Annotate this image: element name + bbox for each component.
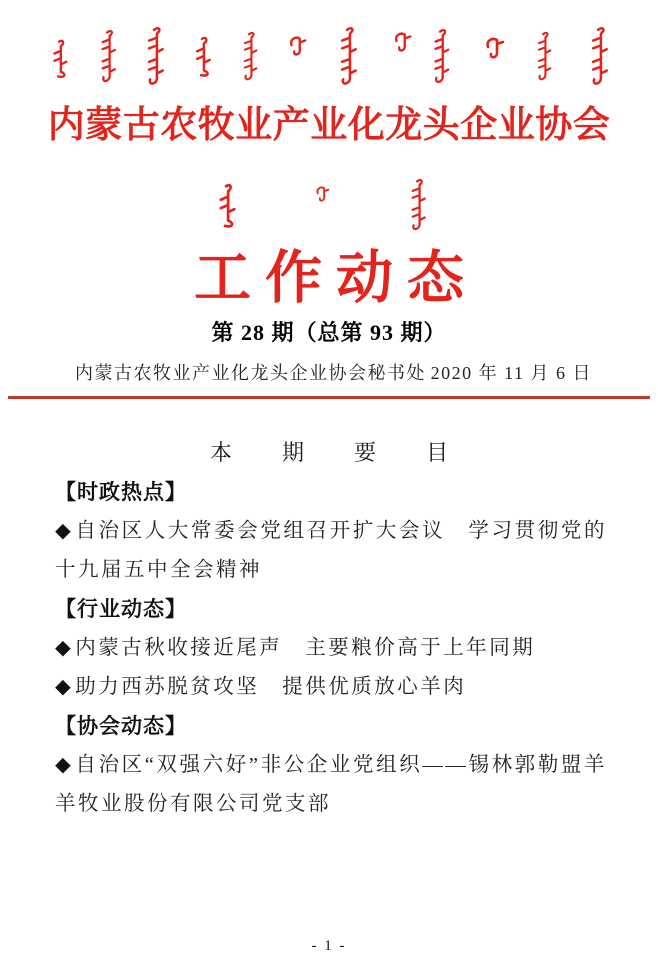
toc-item [55, 512, 607, 590]
toc-item [55, 668, 607, 707]
toc-item-text: 内蒙古秋收接近尾声 主要粮价高于上年同期 [75, 637, 536, 659]
toc-item-text: 助力西苏脱贫攻坚 提供优质放心羊肉 [75, 676, 467, 698]
toc-item-text: 自治区人大常委会党组召开扩大会议 学习贯彻党的十九届五中全会精神 [55, 520, 608, 581]
bullet-diamond-icon: ◆ [55, 676, 74, 698]
mongolian-script-mid-icon [0, 176, 658, 234]
bulletin-title: 工作动态 [194, 247, 478, 310]
organization-title: 内蒙古农牧业产业化龙头企业协会 [47, 105, 611, 146]
bullet-diamond-icon: ◆ [55, 754, 74, 776]
issue-number: 第 28 期（总第 93 期） [211, 320, 447, 345]
table-of-contents [55, 473, 607, 824]
toc-item-text: 自治区“双强六好”非公企业党组织——锡林郭勒盟羊羊牧业股份有限公司党支部 [55, 754, 608, 815]
publisher: 内蒙古农牧业产业化龙头企业协会秘书处 [75, 363, 426, 383]
section-header-industry: 【行业动态】 [55, 598, 187, 621]
mongolian-script-top-icon [0, 24, 658, 90]
contents-heading: 本 期 要 目 [209, 440, 471, 465]
publish-date: 2020 年 11 月 6 日 [430, 363, 592, 383]
toc-item [55, 629, 607, 668]
byline [75, 359, 592, 385]
bullet-diamond-icon: ◆ [55, 637, 74, 659]
red-divider [8, 396, 650, 399]
section-header-association: 【协会动态】 [55, 715, 187, 738]
page-number: - 1 - [311, 938, 347, 954]
bullet-diamond-icon: ◆ [55, 520, 74, 542]
toc-item [55, 746, 607, 824]
section-header-politics: 【时政热点】 [55, 481, 187, 504]
